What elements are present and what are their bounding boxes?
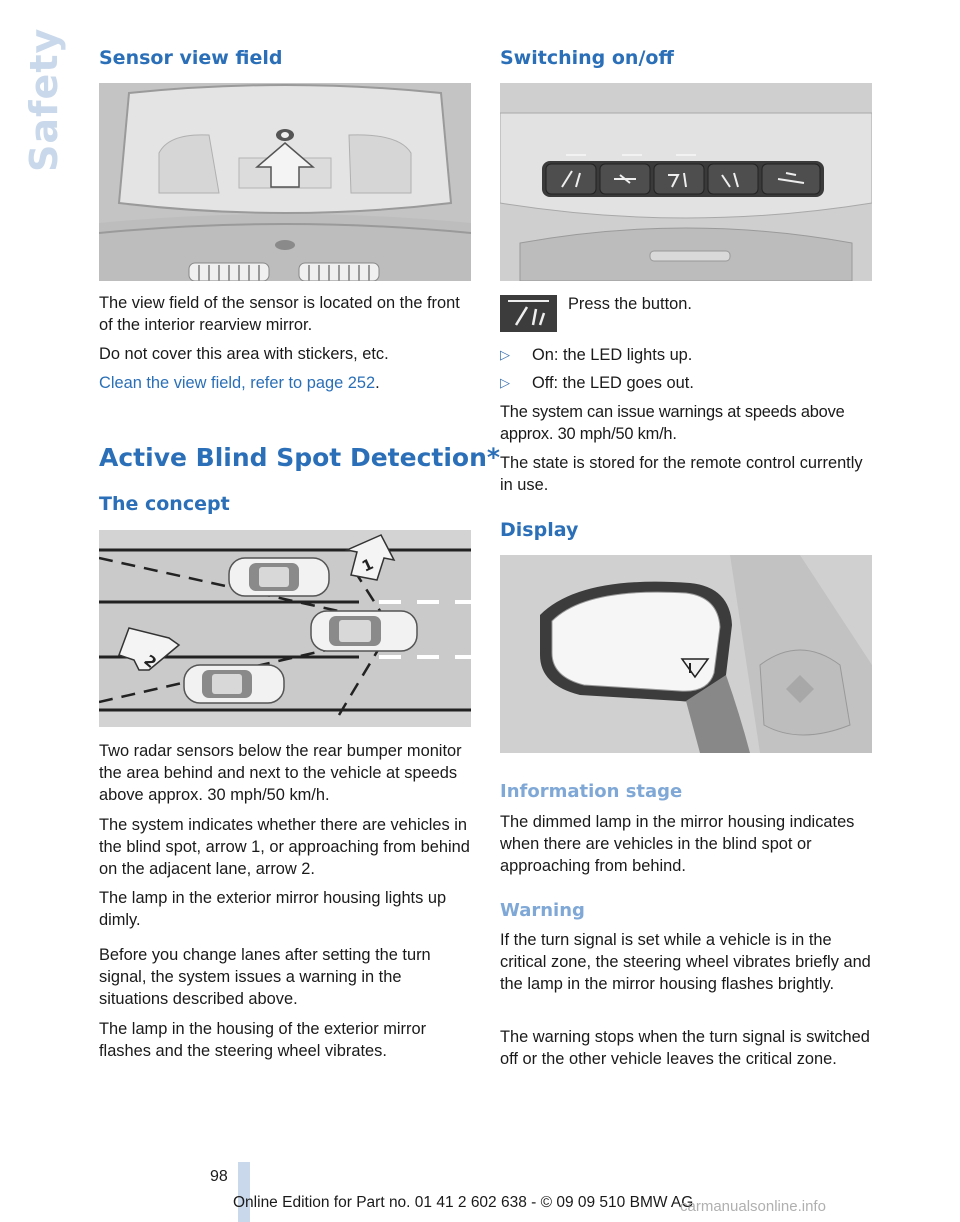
concept-heading: The concept	[99, 493, 230, 515]
edition-footer: Online Edition for Part no. 01 41 2 602 638 - © 09 09 510 BMW AG	[233, 1194, 694, 1211]
bullet-triangle-icon: ▷	[500, 347, 510, 362]
link-period: .	[375, 374, 380, 392]
bullet-on-text: On: the LED lights up.	[532, 346, 693, 364]
sensor-view-heading: Sensor view field	[99, 47, 283, 69]
arrow-2-label: 2	[140, 651, 160, 672]
display-heading: Display	[500, 519, 579, 541]
windshield-illustration	[99, 83, 471, 281]
switching-heading: Switching on/off	[500, 47, 674, 69]
lane-diagram-image	[99, 530, 471, 727]
arrow-1-label: 1	[359, 554, 377, 576]
footer-marker-bar	[238, 1162, 250, 1222]
button-panel-illustration	[500, 83, 872, 281]
car-top-2	[311, 611, 417, 651]
sensor-paragraph-1: The view field of the sensor is located on the front of the interior rearview mirror.	[99, 294, 460, 334]
page-number: 98	[210, 1168, 228, 1185]
bullet-triangle-icon: ▷	[500, 375, 510, 390]
warning-paragraph-2: The warning stops when the turn signal is switched off or the other vehicle leaves the critical zone.	[500, 1028, 870, 1068]
switch-paragraph-1: The system can issue warnings at speeds above approx. 30 mph/50 km/h.	[500, 403, 845, 443]
site-watermark: carmanualsonline.info	[680, 1198, 826, 1215]
sensor-view-image	[99, 83, 471, 281]
page-link[interactable]: Clean the view field, refer to page 252	[99, 374, 376, 392]
warning-paragraph-1: If the turn signal is set while a vehicle is in the critical zone, the steering wheel vibrates briefly and the lamp in the mirror housing flashes brightly.	[500, 931, 871, 993]
blind-spot-diagram	[99, 530, 471, 727]
information-stage-heading: Information stage	[500, 781, 683, 802]
concept-paragraph-5: The lamp in the housing of the exterior mirror flashes and the steering wheel vibrates.	[99, 1020, 427, 1060]
sensor-paragraph-2: Do not cover this area with stickers, etc.	[99, 345, 389, 363]
concept-paragraph-2: The system indicates whether there are vehicles in the blind spot, arrow 1, or approaching from behind on the adjacent lane, arrow 2.	[99, 816, 470, 878]
car-top-1	[229, 558, 329, 596]
car-top-3	[184, 665, 284, 703]
bullet-off	[500, 372, 872, 394]
side-section-tab	[22, 27, 66, 180]
section-title: Active Blind Spot Detection*	[99, 443, 500, 472]
bullet-off-text: Off: the LED goes out.	[532, 374, 694, 392]
switch-paragraph-2: The state is stored for the remote control currently in use.	[500, 454, 863, 494]
concept-paragraph-1: Two radar sensors below the rear bumper monitor the area behind and next to the vehicle at speeds above approx. 30 mph/50 km/h.	[99, 742, 462, 804]
mirror-image	[500, 555, 872, 753]
concept-paragraph-3: The lamp in the exterior mirror housing lights up dimly.	[99, 889, 447, 929]
blind-spot-button-icon	[500, 295, 557, 332]
bullet-on	[500, 344, 872, 366]
press-button-text: Press the button.	[568, 295, 692, 313]
warning-heading: Warning	[500, 900, 585, 921]
button-panel-image	[500, 83, 872, 281]
information-paragraph: The dimmed lamp in the mirror housing indicates when there are vehicles in the blind spot or approaching from behind.	[500, 813, 855, 875]
section-label: Safety	[22, 27, 66, 172]
sensor-cross-reference	[99, 372, 471, 394]
concept-paragraph-4: Before you change lanes after setting the turn signal, the system issues a warning in the situations described above.	[99, 946, 431, 1008]
exterior-mirror-illustration	[500, 555, 872, 753]
